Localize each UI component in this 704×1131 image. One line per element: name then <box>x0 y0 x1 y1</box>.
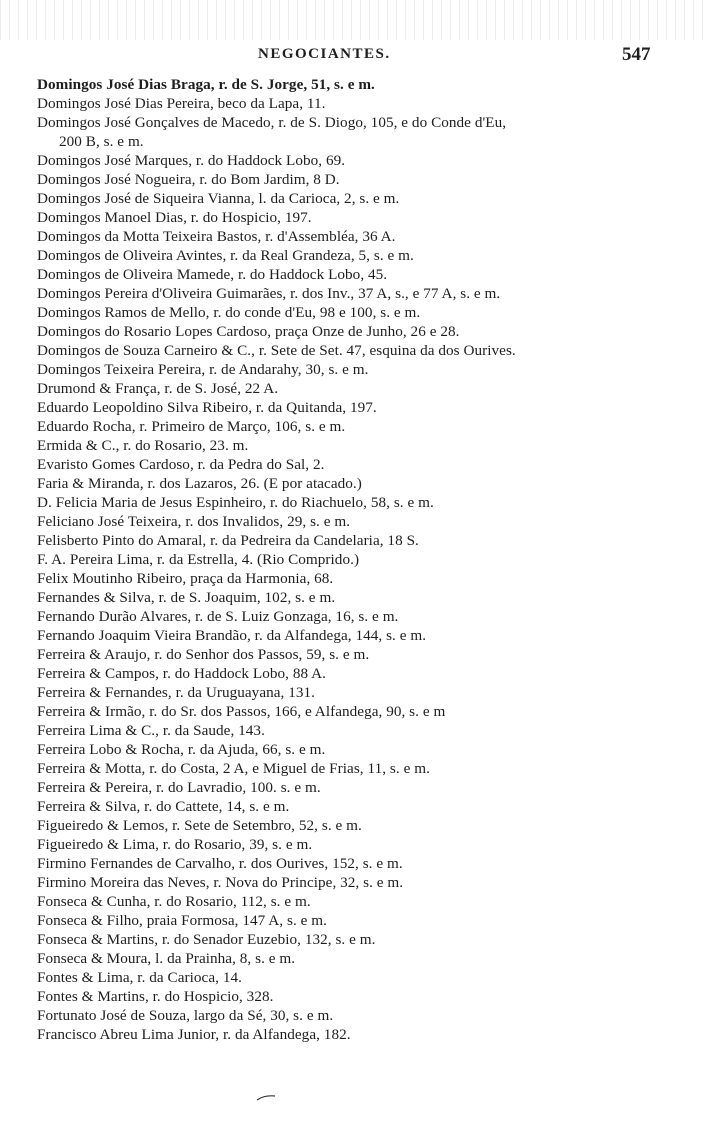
entry-text: Ferreira & Araujo, r. do Senhor dos Passos, 59, s. e m. <box>37 646 370 663</box>
entry-text: Domingos de Oliveira Mamede, r. do Haddock Lobo, 45. <box>37 266 388 283</box>
entry-text: Domingos José Dias Braga, r. de S. Jorge, 51, s. e m. <box>37 76 375 93</box>
entry-text: Ferreira & Pereira, r. do Lavradio, 100. s. e m. <box>37 779 321 796</box>
list-item <box>37 75 687 94</box>
list-item <box>37 493 687 512</box>
entry-text: Domingos José de Siqueira Vianna, l. da Carioca, 2, s. e m. <box>37 190 400 207</box>
list-item <box>37 170 687 189</box>
list-item <box>37 341 687 360</box>
list-item <box>37 360 687 379</box>
entry-text: Fortunato José de Souza, largo da Sé, 30, s. e m. <box>37 1007 334 1024</box>
list-item <box>37 189 687 208</box>
entry-text: Ermida & C., r. do Rosario, 23. m. <box>37 437 249 454</box>
list-item <box>37 854 687 873</box>
entry-text: Ferreira Lobo & Rocha, r. da Ajuda, 66, s. e m. <box>37 741 326 758</box>
entry-text: Fontes & Lima, r. da Carioca, 14. <box>37 969 242 986</box>
entry-text: Eduardo Leopoldino Silva Ribeiro, r. da Quitanda, 197. <box>37 399 377 416</box>
entry-text: Feliciano José Teixeira, r. dos Invalidos, 29, s. e m. <box>37 513 351 530</box>
list-item <box>37 284 687 303</box>
list-item <box>37 797 687 816</box>
entry-text: Domingos José Gonçalves de Macedo, r. de S. Diogo, 105, e do Conde d'Eu, <box>37 114 507 131</box>
list-item <box>37 113 687 151</box>
entry-text: Ferreira & Fernandes, r. da Uruguayana, 131. <box>37 684 316 701</box>
list-item <box>37 949 687 968</box>
list-item <box>37 892 687 911</box>
page-title: NEGOCIANTES. <box>258 46 391 62</box>
list-item <box>37 417 687 436</box>
list-item <box>37 379 687 398</box>
list-item <box>37 1025 687 1044</box>
list-item <box>37 626 687 645</box>
entry-continuation: 200 B, s. e m. <box>59 133 144 150</box>
list-item <box>37 968 687 987</box>
list-item <box>37 588 687 607</box>
list-item <box>37 569 687 588</box>
entry-text: Domingos Ramos de Mello, r. do conde d'Eu, 98 e 100, s. e m. <box>37 304 421 321</box>
entry-text: Firmino Moreira das Neves, r. Nova do Principe, 32, s. e m. <box>37 874 404 891</box>
entry-text: Domingos José Nogueira, r. do Bom Jardim, 8 D. <box>37 171 340 188</box>
entry-text: Fernando Durão Alvares, r. de S. Luiz Gonzaga, 16, s. e m. <box>37 608 399 625</box>
entry-text: D. Felicia Maria de Jesus Espinheiro, r. do Riachuelo, 58, s. e m. <box>37 494 434 511</box>
list-item <box>37 740 687 759</box>
entry-text: Ferreira & Silva, r. do Cattete, 14, s. e m. <box>37 798 290 815</box>
list-item <box>37 322 687 341</box>
entry-text: Domingos do Rosario Lopes Cardoso, praça Onze de Junho, 26 e 28. <box>37 323 460 340</box>
page-header <box>0 44 704 74</box>
list-item <box>37 759 687 778</box>
entry-text: Fernando Joaquim Vieira Brandão, r. da Alfandega, 144, s. e m. <box>37 627 427 644</box>
list-item <box>37 607 687 626</box>
entry-text: Ferreira Lima & C., r. da Saude, 143. <box>37 722 265 739</box>
list-item <box>37 683 687 702</box>
list-item <box>37 227 687 246</box>
entry-text: Faria & Miranda, r. dos Lazaros, 26. (E por atacado.) <box>37 475 362 492</box>
entry-text: Domingos Manoel Dias, r. do Hospicio, 197. <box>37 209 312 226</box>
list-item <box>37 778 687 797</box>
page-number: 547 <box>622 44 651 65</box>
entry-text: Fernandes & Silva, r. de S. Joaquim, 102, s. e m. <box>37 589 336 606</box>
entry-text: Figueiredo & Lima, r. do Rosario, 39, s. e m. <box>37 836 313 853</box>
entry-text: Domingos José Dias Pereira, beco da Lapa, 11. <box>37 95 326 112</box>
entry-text: Fonseca & Moura, l. da Prainha, 8, s. e m. <box>37 950 296 967</box>
entry-text: Drumond & França, r. de S. José, 22 A. <box>37 380 279 397</box>
list-item <box>37 550 687 569</box>
entry-text: Domingos de Oliveira Avintes, r. da Real Grandeza, 5, s. e m. <box>37 247 414 264</box>
entry-text: Francisco Abreu Lima Junior, r. da Alfandega, 182. <box>37 1026 351 1043</box>
list-item <box>37 246 687 265</box>
merchant-list <box>37 75 687 1044</box>
list-item <box>37 1006 687 1025</box>
list-item <box>37 873 687 892</box>
list-item <box>37 436 687 455</box>
list-item <box>37 474 687 493</box>
entry-text: Felix Moutinho Ribeiro, praça da Harmonia, 68. <box>37 570 334 587</box>
entry-text: Domingos de Souza Carneiro & C., r. Sete de Set. 47, esquina da dos Ourives. <box>37 342 516 359</box>
entry-text: F. A. Pereira Lima, r. da Estrella, 4. (Rio Comprido.) <box>37 551 360 568</box>
stray-ink-mark <box>256 1094 276 1102</box>
list-item <box>37 911 687 930</box>
entry-text: Firmino Fernandes de Carvalho, r. dos Ourives, 152, s. e m. <box>37 855 403 872</box>
list-item <box>37 512 687 531</box>
list-item <box>37 303 687 322</box>
list-item <box>37 721 687 740</box>
list-item <box>37 531 687 550</box>
entry-text: Domingos José Marques, r. do Haddock Lobo, 69. <box>37 152 346 169</box>
entry-text: Fontes & Martins, r. do Hospicio, 328. <box>37 988 274 1005</box>
entry-text: Fonseca & Martins, r. do Senador Euzebio, 132, s. e m. <box>37 931 376 948</box>
entry-text: Evaristo Gomes Cardoso, r. da Pedra do Sal, 2. <box>37 456 325 473</box>
list-item <box>37 265 687 284</box>
list-item <box>37 398 687 417</box>
entry-text: Eduardo Rocha, r. Primeiro de Março, 106, s. e m. <box>37 418 346 435</box>
list-item <box>37 208 687 227</box>
entry-text: Figueiredo & Lemos, r. Sete de Setembro, 52, s. e m. <box>37 817 362 834</box>
entry-text: Domingos Pereira d'Oliveira Guimarães, r. dos Inv., 37 A, s., e 77 A, s. e m. <box>37 285 501 302</box>
list-item <box>37 816 687 835</box>
list-item <box>37 930 687 949</box>
list-item <box>37 455 687 474</box>
list-item <box>37 151 687 170</box>
entry-text: Ferreira & Campos, r. do Haddock Lobo, 88 A. <box>37 665 327 682</box>
entry-text: Felisberto Pinto do Amaral, r. da Pedreira da Candelaria, 18 S. <box>37 532 419 549</box>
list-item <box>37 94 687 113</box>
list-item <box>37 987 687 1006</box>
list-item <box>37 835 687 854</box>
entry-text: Domingos da Motta Teixeira Bastos, r. d'Assembléa, 36 A. <box>37 228 396 245</box>
entry-text: Fonseca & Filho, praia Formosa, 147 A, s. e m. <box>37 912 327 929</box>
entry-text: Domingos Teixeira Pereira, r. de Andarahy, 30, s. e m. <box>37 361 369 378</box>
bleed-through-texture <box>0 0 704 40</box>
list-item <box>37 702 687 721</box>
entry-text: Ferreira & Irmão, r. do Sr. dos Passos, 166, e Alfandega, 90, s. e m <box>37 703 446 720</box>
list-item <box>37 664 687 683</box>
entry-text: Ferreira & Motta, r. do Costa, 2 A, e Miguel de Frias, 11, s. e m. <box>37 760 430 777</box>
entry-text: Fonseca & Cunha, r. do Rosario, 112, s. e m. <box>37 893 311 910</box>
list-item <box>37 645 687 664</box>
